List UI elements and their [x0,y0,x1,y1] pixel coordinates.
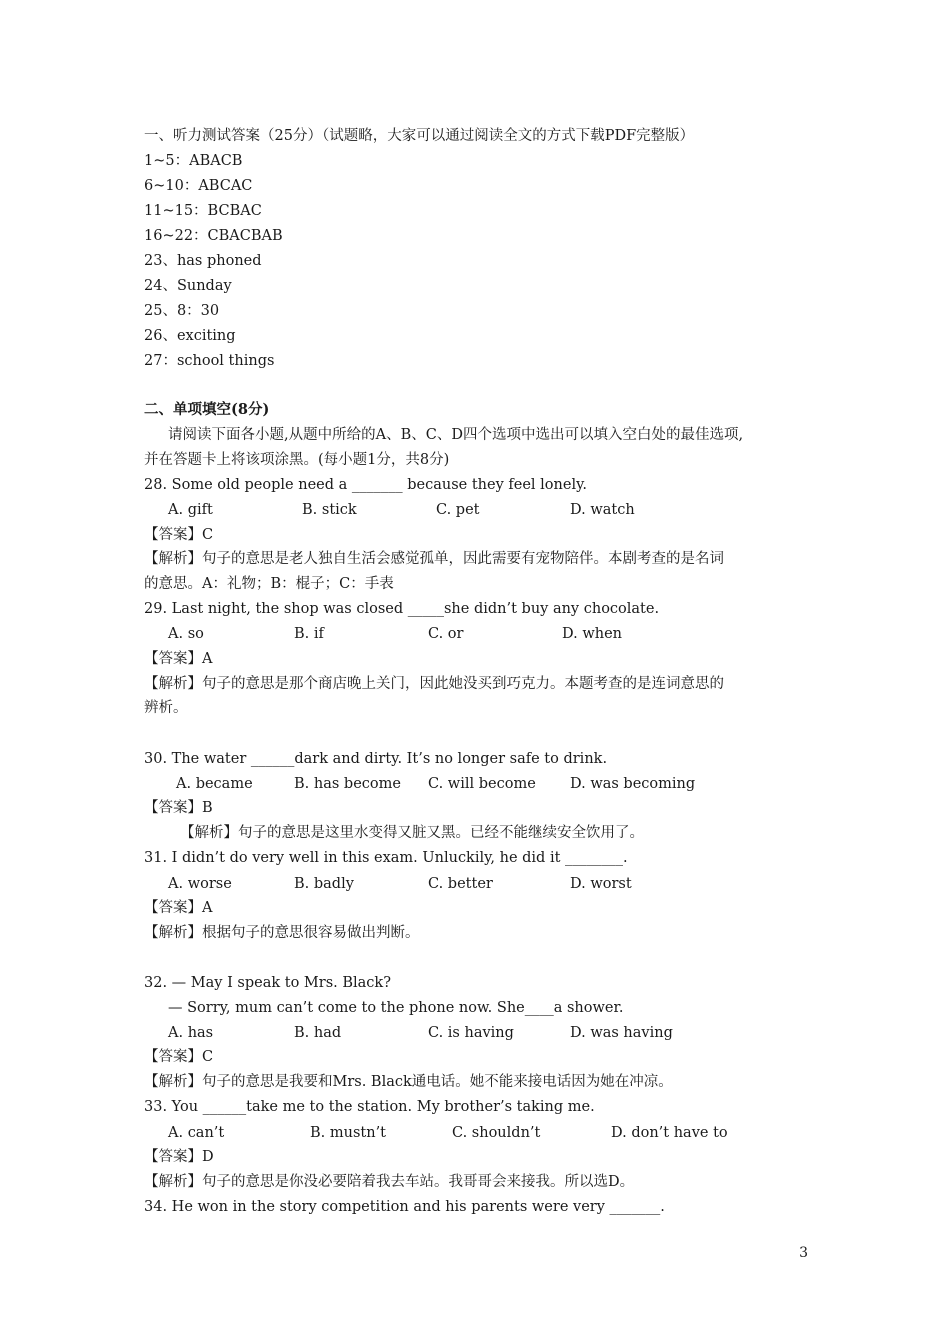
option-c: C. will become [428,776,536,792]
answer-label: 【答案】D [144,1149,214,1165]
answer-line: 11~15：BCBAC [144,203,262,219]
option-a: A. can’t [168,1125,225,1141]
question-stem: 28. Some old people need a _______ because they feel lonely. [144,477,587,493]
option-c: C. or [428,626,464,642]
section2-title: 二、单项填空(8分) [144,401,270,418]
analysis-text: 【解析】句子的意思是老人独自生活会感觉孤单，因此需要有宠物陪伴。本剧考查的是名词 [144,551,724,567]
option-d: D. watch [570,502,635,518]
analysis-text: 的意思。A：礼物；B：棍子；C：手表 [144,576,394,592]
option-d: D. when [562,626,622,642]
option-c: C. shouldn’t [452,1125,541,1141]
section2-instruction: 请阅读下面各小题,从题中所给的A、B、C、D四个选项中选出可以填入空白处的最佳选项, [168,427,744,443]
option-b: B. if [294,626,324,642]
option-d: D. worst [570,876,632,892]
option-a: A. so [168,626,204,642]
answer-label: 【答案】B [144,800,213,816]
option-c: C. better [428,876,493,892]
option-d: D. don’t have to [611,1125,728,1141]
answer-label: 【答案】C [144,527,214,543]
option-a: A. has [168,1025,214,1041]
option-a: A. became [176,776,253,792]
answer-label: 【答案】C [144,1049,214,1065]
analysis-text: 【解析】句子的意思是我要和Mrs. Black通电话。她不能来接电话因为她在冲凉。 [144,1074,673,1090]
section2-instruction: 并在答题卡上将该项涂黑。(每小题1分，共8分) [144,452,450,468]
answer-label: 【答案】A [144,900,213,916]
option-b: B. mustn’t [310,1125,387,1141]
question-stem: 34. He won in the story competition and his parents were very _______. [144,1199,665,1215]
analysis-text: 【解析】句子的意思是你没必要陪着我去车站。我哥哥会来接我。所以选D。 [144,1174,635,1190]
analysis-text: 【解析】句子的意思是这里水变得又脏又黑。已经不能继续安全饮用了。 [180,825,644,841]
option-d: D. was becoming [570,776,696,792]
answer-line: 27：school things [144,353,275,369]
option-b: B. had [294,1025,342,1041]
page-number: 3 [799,1245,808,1261]
section1-title: 一、听力测试答案（25分）（试题略，大家可以通过阅读全文的方式下载PDF完整版） [144,128,695,144]
question-stem: 32. — May I speak to Mrs. Black? [144,975,391,991]
answer-line: 24、Sunday [144,278,232,294]
analysis-text: 【解析】句子的意思是那个商店晚上关门，因此她没买到巧克力。本题考查的是连词意思的 [144,676,724,692]
answer-label: 【答案】A [144,651,213,667]
option-a: A. gift [168,502,213,518]
analysis-text: 【解析】根据句子的意思很容易做出判断。 [144,925,420,941]
answer-line: 25、8：30 [144,303,220,319]
answer-line: 23、has phoned [144,253,262,269]
option-b: B. stick [302,502,357,518]
question-stem: 29. Last night, the shop was closed _____she didn’t buy any chocolate. [144,601,660,617]
question-stem: 33. You ______take me to the station. My brother’s taking me. [144,1099,595,1115]
option-b: B. has become [294,776,401,792]
question-stem: 31. I didn’t do very well in this exam. Unluckily, he did it ________. [144,850,628,866]
question-stem-continued: — Sorry, mum can’t come to the phone now. She____a shower. [168,1000,624,1016]
option-b: B. badly [294,876,354,892]
question-stem: 30. The water ______dark and dirty. It’s no longer safe to drink. [144,751,608,767]
answer-line: 6~10：ABCAC [144,178,253,194]
answer-line: 1~5：ABACB [144,153,243,169]
answer-line: 26、exciting [144,328,236,344]
analysis-text: 辨析。 [144,700,188,716]
option-c: C. pet [436,502,480,518]
answer-line: 16~22：CBACBAB [144,228,283,244]
option-d: D. was having [570,1025,673,1041]
option-c: C. is having [428,1025,514,1041]
option-a: A. worse [168,876,232,892]
